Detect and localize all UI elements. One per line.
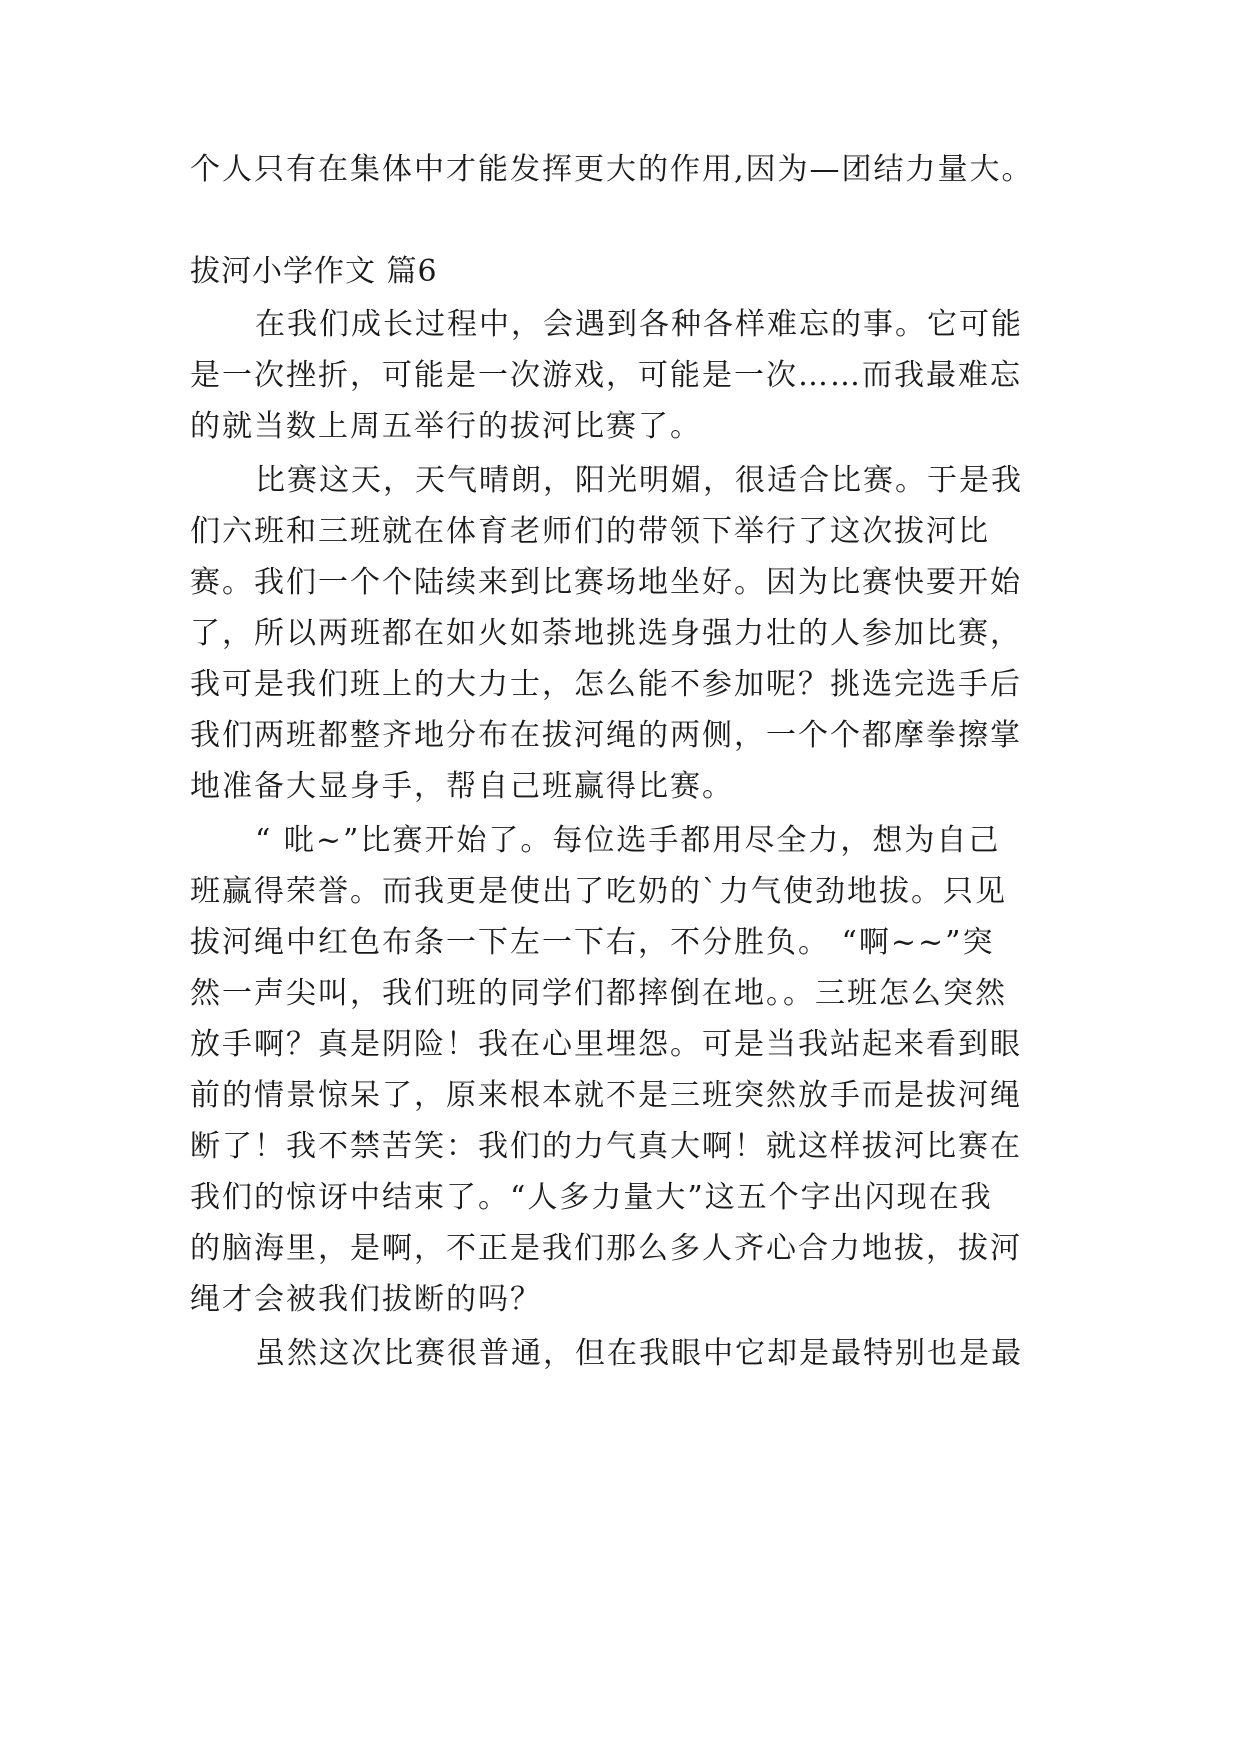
paragraph-line: 绳才会被我们拔断的吗？ [190, 1282, 542, 1317]
paragraph-line: 是一次挫折，可能是一次游戏，可能是一次……而我最难忘 [190, 358, 1022, 393]
paragraph-line: 我可是我们班上的大力士，怎么能不参加呢？挑选完选手后 [190, 667, 1022, 702]
paragraph-line: 前的情景惊呆了，原来根本就不是三班突然放手而是拔河绳 [190, 1078, 1022, 1113]
paragraph-line: 虽然这次比赛很普通，但在我眼中它却是最特别也是最 [255, 1336, 1023, 1371]
paragraph-line: 班赢得荣誉。而我更是使出了吃奶的`力气使劲地拔。只见 [190, 874, 1007, 909]
paragraph-line: 们六班和三班就在体育老师们的带领下举行了这次拔河比 [190, 514, 990, 549]
paragraph-line: 我们的惊讶中结束了。“人多力量大”这五个字出闪现在我 [190, 1180, 993, 1215]
essay-heading: 拔河小学作文 篇6 [190, 254, 438, 289]
paragraph-line: 地准备大显身手，帮自己班赢得比赛。 [190, 769, 734, 804]
paragraph-line: 断了！我不禁苦笑：我们的力气真大啊！就这样拔河比赛在 [190, 1129, 1022, 1164]
paragraph-line: 了，所以两班都在如火如荼地挑选身强力壮的人参加比赛， [190, 616, 1022, 651]
paragraph-line: 拔河绳中红色布条一下左一下右，不分胜负。 “啊~~”突 [190, 925, 995, 960]
paragraph-line: 赛。我们一个个陆续来到比赛场地坐好。因为比赛快要开始 [190, 565, 1022, 600]
paragraph-line: 的就当数上周五举行的拔河比赛了。 [190, 409, 702, 444]
paragraph-line: 然一声尖叫，我们班的同学们都摔倒在地。。三班怎么突然 [190, 976, 1007, 1011]
paragraph-line: 的脑海里，是啊，不正是我们那么多人齐心合力地拔，拔河 [190, 1231, 1022, 1266]
paragraph-line: 在我们成长过程中，会遇到各种各样难忘的事。它可能 [255, 307, 1023, 342]
previous-essay-closing-line: 个人只有在集体中才能发挥更大的作用,因为—团结力量大。 [190, 152, 1034, 187]
paragraph-line: 比赛这天，天气晴朗，阳光明媚，很适合比赛。于是我 [255, 463, 1023, 498]
paragraph-line: 放手啊？真是阴险！我在心里埋怨。可是当我站起来看到眼 [190, 1027, 1022, 1062]
paragraph-line: 我们两班都整齐地分布在拔河绳的两侧，一个个都摩拳擦掌 [190, 718, 1022, 753]
paragraph-line: “ 吡~”比赛开始了。每位选手都用尽全力，想为自己 [255, 823, 1001, 858]
